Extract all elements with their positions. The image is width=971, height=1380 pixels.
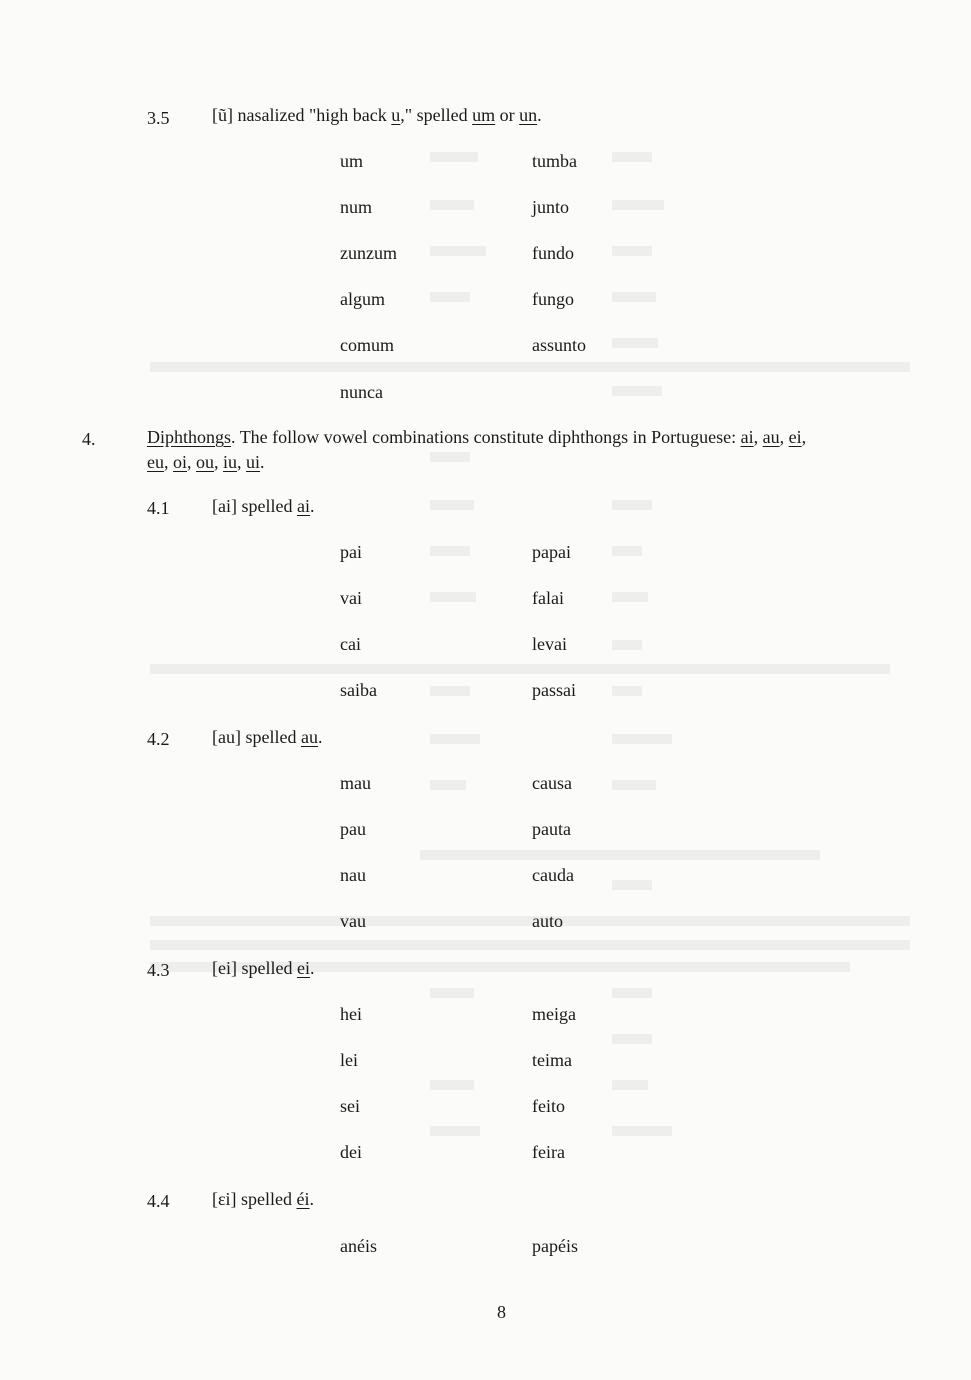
word-item: num	[340, 197, 373, 217]
section-number: 4.1	[147, 498, 170, 518]
separator: ,	[237, 452, 247, 472]
word-item: meiga	[532, 1004, 576, 1024]
section-heading-4-3	[212, 957, 314, 979]
word-item: algum	[340, 289, 385, 309]
word-item: pau	[340, 819, 366, 839]
word-item: levai	[532, 634, 567, 654]
word-item: pauta	[532, 819, 571, 839]
separator: ,	[164, 452, 173, 472]
separator: ,	[779, 427, 789, 447]
word-item: cauda	[532, 865, 574, 885]
underlined-letter: u	[391, 105, 401, 125]
word-item: teima	[532, 1050, 572, 1070]
diphthongs-paragraph-line2	[147, 451, 265, 473]
heading-text: .	[309, 1189, 315, 1209]
heading-text: ," spelled	[400, 105, 473, 125]
section-number: 4.3	[147, 960, 170, 980]
heading-text: .	[537, 105, 542, 125]
heading-text: .	[309, 958, 315, 978]
word-item: hei	[340, 1004, 362, 1024]
heading-text: .	[309, 496, 315, 516]
word-item: lei	[340, 1050, 358, 1070]
diphthong-oi: oi	[173, 452, 188, 472]
word-item: causa	[532, 773, 572, 793]
section-heading-4-4	[212, 1188, 314, 1210]
word-item: nau	[340, 865, 366, 885]
word-item: saiba	[340, 680, 377, 700]
word-item: nunca	[340, 382, 383, 402]
spelling-un: un	[519, 105, 538, 125]
word-item: fundo	[532, 243, 574, 263]
section-number: 4.2	[147, 729, 170, 749]
section-heading-diphthongs: Diphthongs	[147, 427, 232, 447]
word-item: dei	[340, 1142, 362, 1162]
separator: ,	[214, 452, 224, 472]
heading-text: or	[495, 105, 520, 125]
word-item: zunzum	[340, 243, 397, 263]
spelling-eei: éi	[296, 1189, 310, 1209]
section-number: 4.	[82, 429, 96, 449]
word-item: assunto	[532, 335, 586, 355]
page-number: 8	[497, 1302, 506, 1322]
diphthong-ou: ou	[196, 452, 215, 472]
heading-text: [au] spelled	[212, 727, 301, 747]
spelling-ai: ai	[296, 496, 310, 516]
heading-text: [ɛi] spelled	[212, 1189, 297, 1209]
paragraph-text: .	[260, 452, 265, 472]
section-number: 3.5	[147, 108, 170, 128]
diphthongs-paragraph-line1	[147, 426, 806, 448]
paragraph-text: . The follow vowel combinations constitute diphthongs in Portuguese:	[231, 427, 741, 447]
word-item: papai	[532, 542, 571, 562]
spelling-ei: ei	[296, 958, 310, 978]
separator: ,	[801, 427, 807, 447]
word-item: mau	[340, 773, 371, 793]
word-item: feito	[532, 1096, 565, 1116]
word-item: passai	[532, 680, 576, 700]
section-heading-4-1	[212, 495, 314, 517]
section-heading-4-2	[212, 726, 322, 748]
diphthong-iu: iu	[223, 452, 238, 472]
heading-text: [ũ] nasalized "high back	[212, 105, 392, 125]
diphthong-ui: ui	[246, 452, 261, 472]
word-item: vau	[340, 911, 366, 931]
diphthong-au: au	[762, 427, 780, 447]
word-item: falai	[532, 588, 564, 608]
word-item: pai	[340, 542, 362, 562]
word-item: junto	[532, 197, 570, 217]
diphthong-ei: ei	[788, 427, 802, 447]
diphthong-eu: eu	[147, 452, 164, 472]
word-item: feira	[532, 1142, 565, 1162]
section-heading-3-5	[212, 104, 542, 126]
word-item: um	[340, 151, 364, 171]
word-item: papéis	[532, 1236, 578, 1256]
word-item: sei	[340, 1096, 360, 1116]
word-item: auto	[532, 911, 563, 931]
heading-text: [ei] spelled	[212, 958, 297, 978]
word-item: cai	[340, 634, 361, 654]
word-item: comum	[340, 335, 394, 355]
section-number: 4.4	[147, 1191, 170, 1211]
separator: ,	[187, 452, 197, 472]
heading-text: [ai] spelled	[212, 496, 297, 516]
word-item: anéis	[340, 1236, 377, 1256]
heading-text: .	[317, 727, 323, 747]
diphthong-ai: ai	[740, 427, 754, 447]
spelling-um: um	[472, 105, 496, 125]
spelling-au: au	[300, 727, 318, 747]
word-item: tumba	[532, 151, 577, 171]
word-item: vai	[340, 588, 362, 608]
separator: ,	[753, 427, 763, 447]
word-item: fungo	[532, 289, 574, 309]
